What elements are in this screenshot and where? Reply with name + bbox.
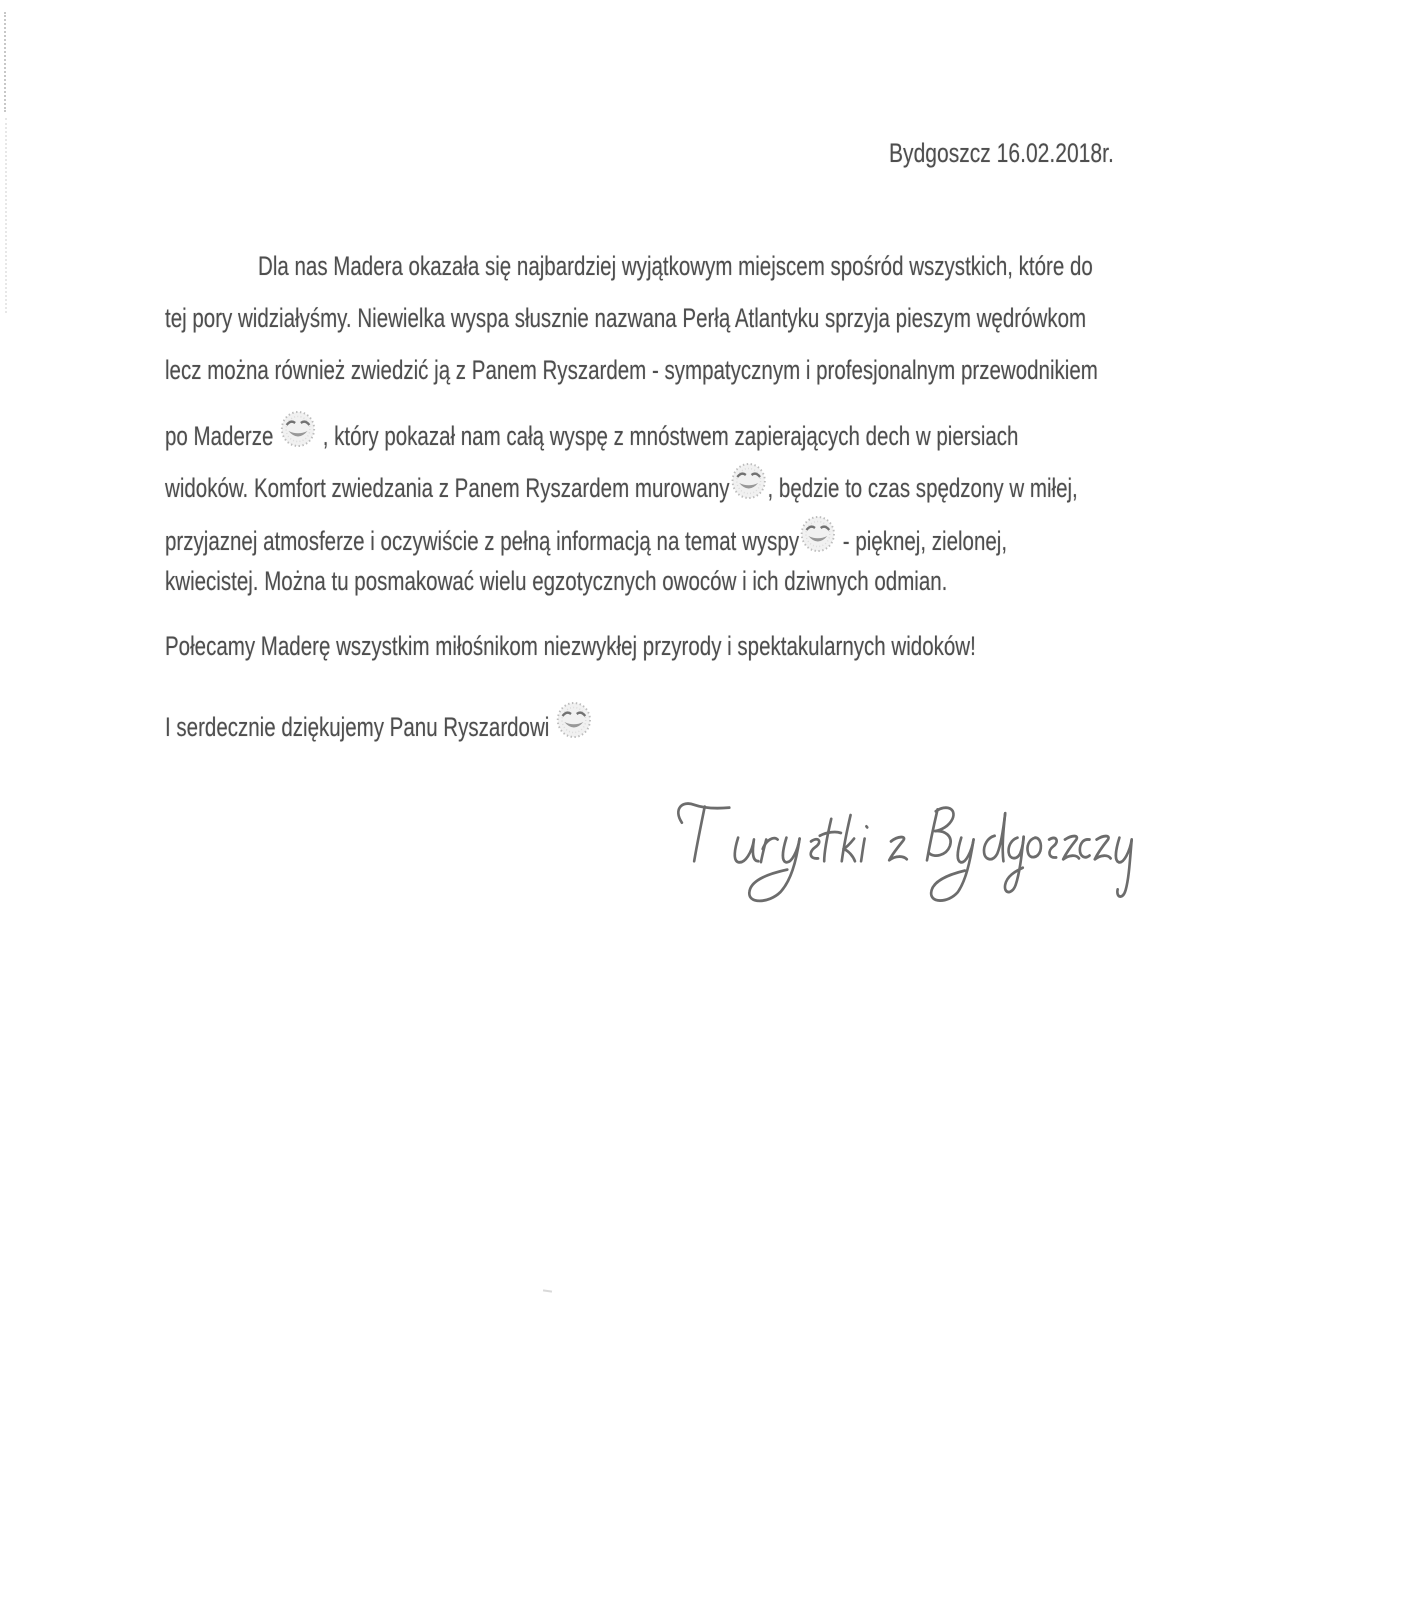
letter-line-text: , będzie to czas spędzony w miłej, bbox=[767, 473, 1078, 503]
letter-line-text: I serdecznie dziękujemy Panu Ryszardowi bbox=[165, 712, 556, 742]
signature-strokes bbox=[652, 770, 1144, 911]
letter-line bbox=[258, 249, 1093, 283]
letter-line bbox=[165, 405, 1019, 451]
handwritten-signature bbox=[652, 770, 1144, 911]
smiling-face-emoji bbox=[730, 461, 768, 501]
scan-artifact-line-faint bbox=[5, 118, 7, 313]
letter-line bbox=[165, 629, 976, 663]
smiling-face-emoji bbox=[555, 700, 593, 740]
letter-date: Bydgoszcz 16.02.2018r. bbox=[889, 138, 1114, 168]
letter-line-text: - pięknej, zielonej, bbox=[837, 526, 1008, 556]
letter-line bbox=[165, 696, 593, 742]
scan-artifact-line bbox=[4, 12, 6, 112]
letter-line-text: Dla nas Madera okazała się najbardziej wyjątkowym miejscem spośród wszystkich, które do bbox=[258, 251, 1093, 281]
letter-line bbox=[165, 564, 947, 598]
smiling-face-emoji bbox=[279, 409, 317, 449]
smiling-face-emoji bbox=[799, 514, 837, 554]
letter-line-text: widoków. Komfort zwiedzania z Panem Ryszardem murowany bbox=[165, 473, 730, 503]
letter-line-text: , który pokazał nam całą wyspę z mnóstwem zapierających dech w piersiach bbox=[317, 421, 1019, 451]
letter-line bbox=[165, 301, 1086, 335]
letter-line-text: po Maderze bbox=[165, 421, 280, 451]
letter-line-text: lecz można również zwiedzić ją z Panem Ryszardem - sympatycznym i profesjonalnym przewodnikiem bbox=[165, 355, 1098, 385]
scan-speck bbox=[543, 1289, 552, 1292]
letter-line-text: kwiecistej. Można tu posmakować wielu egzotycznych owoców i ich dziwnych odmian. bbox=[165, 566, 948, 596]
letter-line bbox=[165, 510, 1008, 556]
letter-line-text: Połecamy Maderę wszystkim miłośnikom niezwykłej przyrody i spektakularnych widoków! bbox=[165, 631, 976, 661]
letter-line-text: tej pory widziałyśmy. Niewielka wyspa słusznie nazwana Perłą Atlantyku sprzyja pieszym wędrówkom bbox=[165, 303, 1087, 333]
letter-line bbox=[165, 353, 1098, 387]
letter-line-text: przyjaznej atmosferze i oczywiście z pełną informacją na temat wyspy bbox=[165, 526, 800, 556]
letter-line bbox=[165, 457, 1078, 503]
